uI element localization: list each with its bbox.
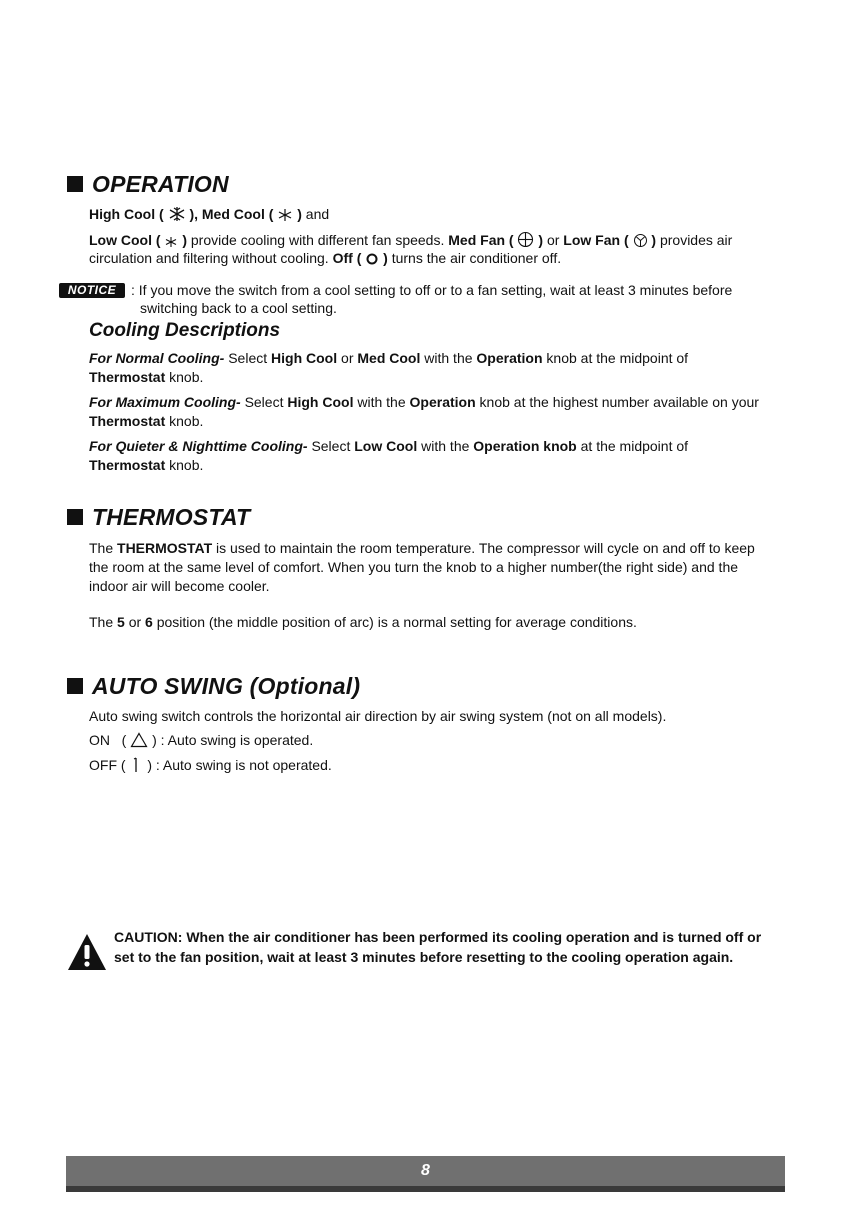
thermostat-p1-line-3: indoor air will become cooler. — [89, 578, 270, 594]
footer-bar-shadow — [66, 1186, 785, 1192]
text: The — [89, 614, 114, 630]
section-title: AUTO SWING (Optional) — [92, 672, 361, 699]
quieter-cooling-line-1 — [89, 438, 688, 455]
snowflake-medium-icon — [277, 208, 293, 226]
fan-large-icon — [517, 231, 534, 252]
caution-line-1: CAUTION: When the air conditioner has been performed its cooling operation and is turned off or — [114, 929, 762, 945]
paren-close: ) — [383, 250, 388, 266]
auto-swing-on-line — [89, 732, 313, 752]
page-number: 8 — [421, 1162, 430, 1179]
text: with the — [421, 438, 470, 454]
section-title: OPERATION — [92, 170, 229, 197]
text: knob at the highest number available on your — [479, 394, 759, 410]
operation-line-1 — [89, 206, 329, 226]
quieter-cooling-line-2 — [89, 457, 203, 474]
text: is used to maintain the room temperature. The compressor will cycle on and off to keep — [216, 540, 755, 556]
text-bold: 5 — [117, 614, 125, 630]
text-bold: Operation — [476, 350, 543, 366]
text-bold: Thermostat — [89, 413, 166, 429]
text-bold: Thermostat — [89, 457, 166, 473]
paren-close: ) — [538, 232, 544, 248]
text: knob. — [169, 413, 204, 429]
triangle-icon — [130, 732, 148, 752]
text-bold: High Cool — [287, 394, 354, 410]
paren-close: ) — [182, 232, 187, 248]
text: knob. — [169, 369, 204, 385]
quieter-cooling-label: For Quieter & Nighttime Cooling- — [89, 438, 308, 454]
paren-open: ( — [113, 732, 127, 748]
text: or — [128, 614, 142, 630]
section-title: THERMOSTAT — [92, 503, 251, 530]
thermostat-p1-line-2: the room at the same level of comfort. When you turn the knob to a higher number(the right side) and the — [89, 559, 739, 575]
text: Select — [244, 394, 284, 410]
section-operation-heading — [67, 171, 229, 197]
on-label: ON — [89, 732, 110, 748]
caution-line-2: set to the fan position, wait at least 3 minutes before resetting to the cooling operation again. — [114, 949, 734, 965]
text-bold: Med Cool — [357, 350, 421, 366]
off-label: OFF ( — [89, 757, 126, 773]
thermostat-p1-line-1 — [89, 540, 755, 557]
notice-badge: NOTICE — [59, 283, 125, 298]
operation-line-3 — [89, 250, 561, 270]
auto-swing-off-line — [89, 757, 332, 777]
text: with the — [357, 394, 406, 410]
normal-cooling-line-2 — [89, 369, 203, 386]
low-cool-label: Low Cool ( — [89, 232, 161, 248]
low-fan-label: Low Fan ( — [563, 232, 629, 248]
text: knob at the midpoint of — [546, 350, 689, 366]
notice-line-2: switching back to a cool setting. — [140, 300, 337, 316]
off-description: ) : Auto swing is not operated. — [147, 757, 332, 773]
text-bold: High Cool — [271, 350, 338, 366]
med-fan-label: Med Fan ( — [448, 232, 514, 248]
text: provides air — [659, 232, 733, 248]
normal-cooling-label: For Normal Cooling- — [89, 350, 225, 366]
thermostat-p2 — [89, 614, 637, 631]
normal-cooling-line-1 — [89, 350, 688, 367]
section-thermostat-heading — [67, 504, 250, 530]
section-bullet-square — [67, 176, 83, 192]
text-bold: 6 — [145, 614, 153, 630]
text: Select — [228, 350, 268, 366]
text: The — [89, 540, 114, 556]
paren-close: ) — [651, 232, 657, 248]
high-cool-label: High Cool ( — [89, 206, 164, 222]
section-auto-swing-heading — [67, 673, 360, 699]
text-and: and — [305, 206, 330, 222]
text: Select — [311, 438, 351, 454]
auto-swing-intro: Auto swing switch controls the horizontal air direction by air swing system (not on all models). — [89, 708, 667, 724]
operation-line-2 — [89, 231, 732, 252]
maximum-cooling-line-1 — [89, 394, 759, 411]
text: with the — [424, 350, 473, 366]
text: turns the air conditioner off. — [391, 250, 562, 266]
off-label: Off ( — [332, 250, 362, 266]
cooling-descriptions-title: Cooling Descriptions — [89, 320, 281, 341]
text-bold: Operation knob — [473, 438, 577, 454]
section-bullet-square — [67, 678, 83, 694]
text-bold: Low Cool — [354, 438, 418, 454]
text-bold: THERMOSTAT — [117, 540, 213, 556]
section-bullet-square — [67, 509, 83, 525]
footer-bar — [66, 1156, 785, 1186]
text: at the midpoint of — [580, 438, 689, 454]
text: circulation and filtering without cooling. — [89, 250, 329, 266]
maximum-cooling-label: For Maximum Cooling- — [89, 394, 241, 410]
on-description: ) : Auto swing is operated. — [152, 732, 314, 748]
text: position (the middle position of arc) is a normal setting for average conditions. — [156, 614, 637, 630]
vertical-line-icon — [129, 757, 143, 777]
text-bold: Thermostat — [89, 369, 166, 385]
text: knob. — [169, 457, 204, 473]
text: or — [341, 350, 354, 366]
text-bold: Operation — [409, 394, 476, 410]
med-cool-label: ), Med Cool ( — [189, 206, 274, 222]
warning-triangle-icon — [67, 933, 107, 976]
snowflake-large-icon — [168, 206, 186, 226]
circle-off-icon — [365, 252, 379, 270]
paren-close: ) — [297, 206, 302, 222]
text: provide cooling with different fan speeds. — [190, 232, 445, 248]
text-or: or — [546, 232, 560, 248]
notice-line-1: : If you move the switch from a cool setting to off or to a fan setting, wait at least 3 minutes before — [131, 282, 733, 298]
fan-small-icon — [633, 233, 648, 252]
maximum-cooling-line-2 — [89, 413, 203, 430]
